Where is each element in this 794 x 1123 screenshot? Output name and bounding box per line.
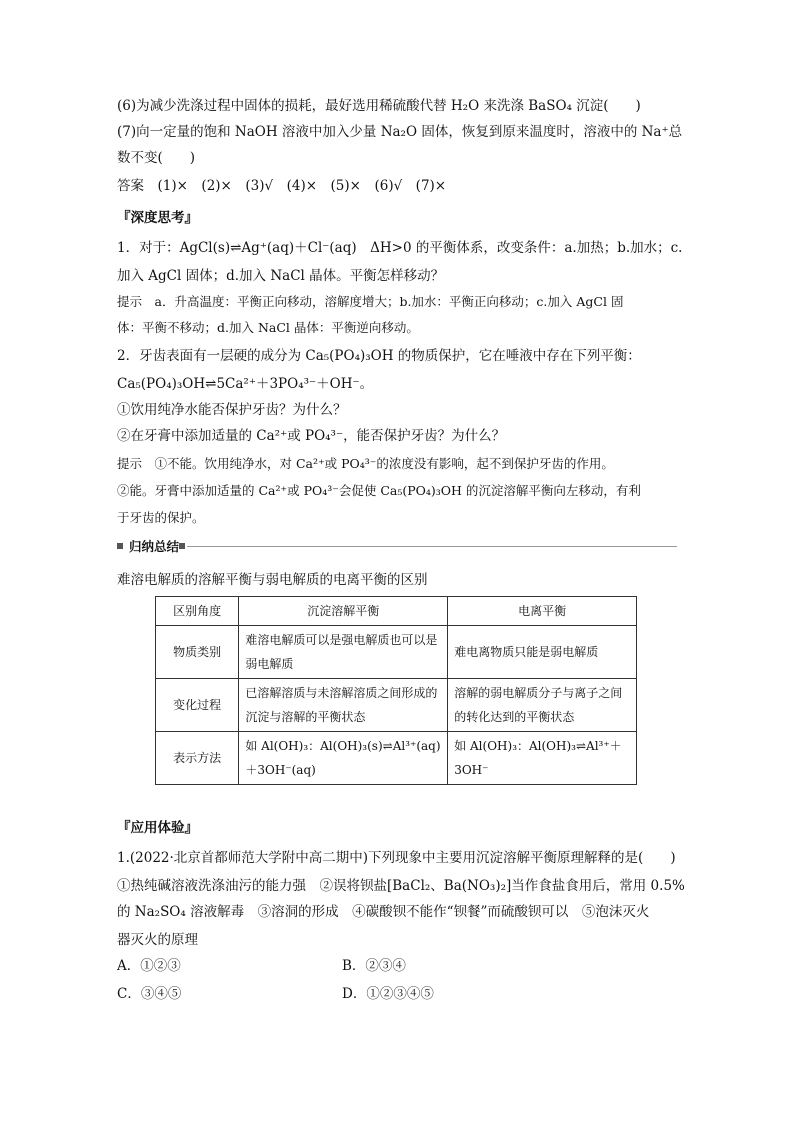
deep-think-header: 『深度思考』 bbox=[117, 210, 198, 226]
app-q-line2: ①热纯碱溶液洗涤油污的能力强 ②误将钡盐[BaCl₂、Ba(NO₃)₂]当作食盐食用后，常用 0.5% bbox=[117, 878, 685, 894]
application-header: 『应用体验』 bbox=[117, 820, 198, 836]
table-row bbox=[156, 679, 637, 732]
option-d[interactable]: D．①②③④⑤ bbox=[342, 986, 434, 1002]
deep-q2-line1: 2．牙齿表面有一层硬的成分为 Ca₅(PO₄)₃OH 的物质保护，它在唾液中存在下列平衡： bbox=[117, 348, 641, 364]
table-cell: 变化过程 bbox=[156, 679, 239, 732]
hint2-line2: ②能。牙膏中添加适量的 Ca²⁺或 PO₄³⁻会促使 Ca₅(PO₄)₃OH 的沉淀溶解平衡向左移动，有利 bbox=[117, 483, 641, 498]
table-header-cell: 电离平衡 bbox=[448, 597, 637, 626]
table-cell: 已溶解溶质与未溶解溶质之间形成的沉淀与溶解的平衡状态 bbox=[239, 679, 448, 732]
table-header-row bbox=[156, 597, 637, 626]
option-c[interactable]: C．③④⑤ bbox=[117, 986, 182, 1002]
deep-q1-line2: 加入 AgCl 固体；d.加入 NaCl 晶体。平衡怎样移动？ bbox=[117, 268, 445, 284]
hint1-line2: 体：平衡不移动；d.加入 NaCl 晶体：平衡逆向移动。 bbox=[117, 320, 419, 335]
table-cell: 如 Al(OH)₃：Al(OH)₃(s)⇌Al³⁺(aq)＋3OH⁻(aq) bbox=[239, 732, 448, 785]
deep-q2-line2: Ca₅(PO₄)₃OH⇌5Ca²⁺＋3PO₄³⁻＋OH⁻。 bbox=[117, 376, 374, 392]
deep-q2-sub1: ①饮用纯净水能否保护牙齿？为什么？ bbox=[117, 402, 347, 418]
table-cell: 如 Al(OH)₃：Al(OH)₃⇌Al³⁺＋3OH⁻ bbox=[448, 732, 637, 785]
app-q-line1: 1.(2022·北京首都师范大学附中高二期中)下列现象中主要用沉淀溶解平衡原理解释的是( ) bbox=[117, 850, 676, 866]
hint1-line1: 提示 a．升高温度：平衡正向移动，溶解度增大；b.加水：平衡正向移动；c.加入 AgCl 固 bbox=[117, 294, 624, 309]
summary-header: 归纳总结 bbox=[129, 539, 180, 554]
option-b[interactable]: B．②③④ bbox=[342, 958, 406, 974]
table-cell: 溶解的弱电解质分子与离子之间的转化达到的平衡状态 bbox=[448, 679, 637, 732]
summary-title: 难溶电解质的溶解平衡与弱电解质的电离平衡的区别 bbox=[117, 572, 428, 588]
square-bullet-icon bbox=[179, 543, 185, 549]
table-cell: 物质类别 bbox=[156, 626, 239, 679]
table-row bbox=[156, 626, 637, 679]
table-header-cell: 区别角度 bbox=[156, 597, 239, 626]
divider-line bbox=[187, 546, 677, 547]
hint2-line3: 于牙齿的保护。 bbox=[117, 510, 205, 525]
table-cell: 难电离物质只能是弱电解质 bbox=[448, 626, 637, 679]
table-cell: 表示方法 bbox=[156, 732, 239, 785]
deep-q1-line1: 1．对于：AgCl(s)⇌Ag⁺(aq)＋Cl⁻(aq) ΔH>0 的平衡体系，改变条件：a.加热；b.加水；c. bbox=[117, 240, 683, 256]
judge-q7-line1: (7)向一定量的饱和 NaOH 溶液中加入少量 Na₂O 固体，恢复到原来温度时，溶液中的 Na⁺总 bbox=[117, 124, 683, 140]
table-row bbox=[156, 732, 637, 785]
option-a[interactable]: A．①②③ bbox=[117, 958, 181, 974]
judge-q6: (6)为减少洗涤过程中固体的损耗，最好选用稀硫酸代替 H₂O 来洗涤 BaSO₄ 沉淀( ) bbox=[117, 98, 641, 114]
judge-q7-line2: 数不变( ) bbox=[117, 150, 196, 166]
summary-header-bar bbox=[117, 537, 677, 557]
square-bullet-icon bbox=[117, 543, 123, 549]
app-q-line3: 的 Na₂SO₄ 溶液解毒 ③溶洞的形成 ④碳酸钡不能作“钡餐”而硫酸钡可以 ⑤泡沫灭火 bbox=[117, 904, 650, 920]
app-q-line4: 器灭火的原理 bbox=[117, 932, 198, 948]
deep-q2-sub2: ②在牙膏中添加适量的 Ca²⁺或 PO₄³⁻，能否保护牙齿？为什么？ bbox=[117, 428, 506, 444]
answer-line: 答案 (1)× (2)× (3)√ (4)× (5)× (6)√ (7)× bbox=[117, 178, 447, 194]
comparison-table bbox=[155, 596, 637, 785]
hint2-line1: 提示 ①不能。饮用纯净水，对 Ca²⁺或 PO₄³⁻的浓度没有影响，起不到保护牙齿的作用。 bbox=[117, 456, 614, 471]
table-header-cell: 沉淀溶解平衡 bbox=[239, 597, 448, 626]
table-cell: 难溶电解质可以是强电解质也可以是弱电解质 bbox=[239, 626, 448, 679]
